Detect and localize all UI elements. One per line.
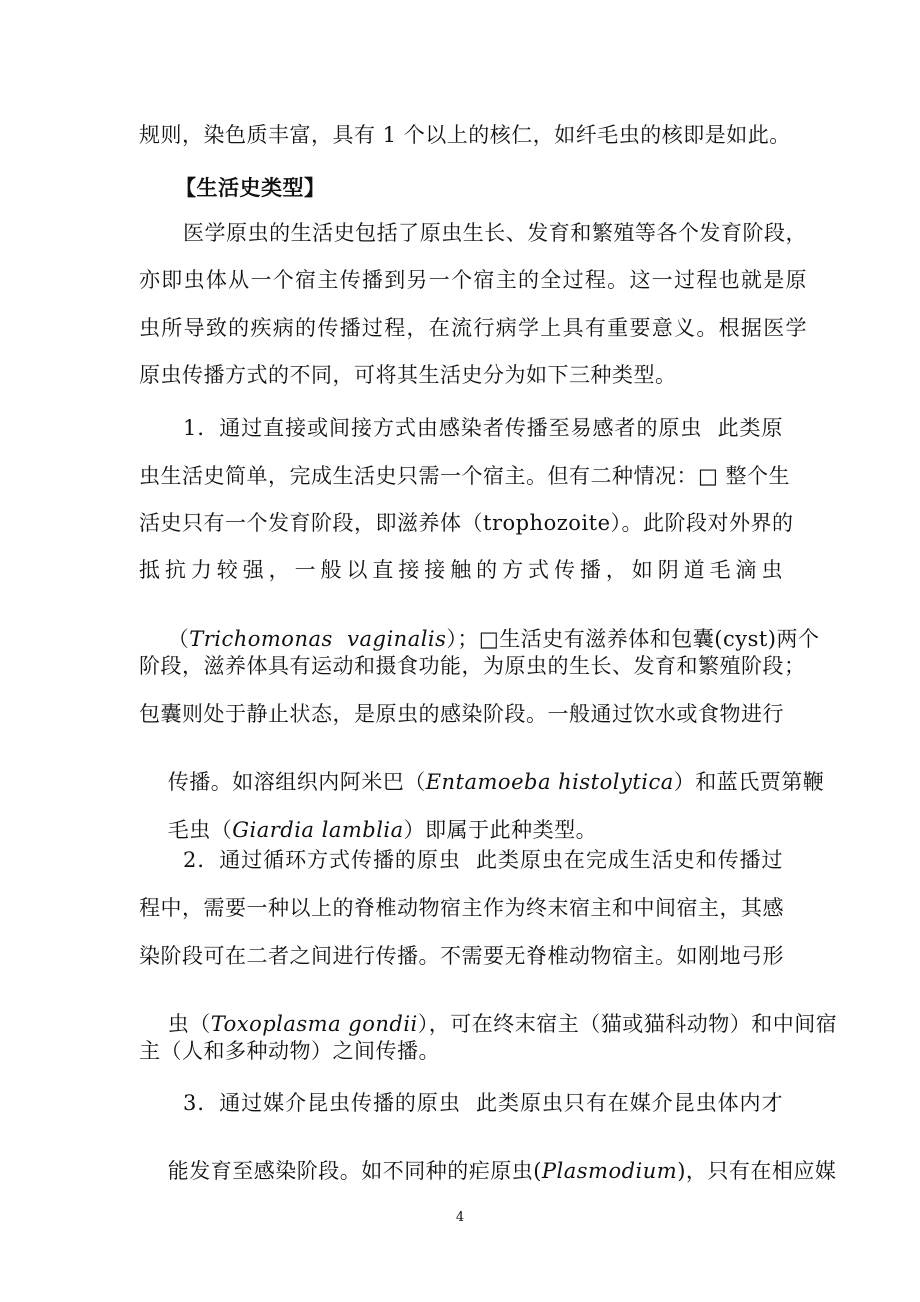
body-text-line: 抵抗力较强，一般以直接接触的方式传播，如阴道毛滴虫 <box>139 558 783 582</box>
species-name: Entamoeba histolytica <box>425 770 674 794</box>
page-number: 4 <box>455 1210 465 1225</box>
body-text-line: 3．通过媒介昆虫传播的原虫 此类原虫只有在媒介昆虫体内才 <box>183 1091 783 1115</box>
line-text-post: ）；□生活史有滋养体和包囊(cyst)两个 <box>446 627 820 651</box>
species-name: Trichomonas vaginalis <box>189 627 447 651</box>
line-text-pre: 虫（ <box>167 1012 211 1036</box>
body-text-line: 医学原虫的生活史包括了原虫生长、发育和繁殖等各个发育阶段， <box>183 221 807 245</box>
species-name: Giardia lamblia <box>232 818 404 842</box>
species-name: Toxoplasma gondii <box>210 1012 418 1036</box>
body-text-line: 亦即虫体从一个宿主传播到另一个宿主的全过程。这一过程也就是原 <box>139 268 807 292</box>
line-text-post: ）即属于此种类型。 <box>403 818 598 842</box>
body-text-line <box>139 1140 836 1203</box>
body-text-line: 包囊则处于静止状态，是原虫的感染阶段。一般通过饮水或食物进行 <box>139 702 784 726</box>
genus-name: Plasmodium <box>541 1159 678 1183</box>
line-text-post: ）和蓝氏贾第鞭 <box>673 770 825 794</box>
body-text-line: 原虫传播方式的不同，可将其生活史分为如下三种类型。 <box>139 363 677 387</box>
line-text-pre: 毛虫（ <box>167 818 233 842</box>
line-text-pre: 传播。如溶组织内阿米巴（ <box>167 770 426 794</box>
body-text-line: 虫所导致的疾病的传播过程，在流行病学上具有重要意义。根据医学 <box>139 316 807 340</box>
body-text-line: 虫生活史简单，完成生活史只需一个宿主。但有二种情况：□ 整个生 <box>139 464 791 488</box>
body-text-line: 1．通过直接或间接方式由感染者传播至易感者的原虫 此类原 <box>183 416 783 440</box>
line-text-pre: 能发育至感染阶段。如不同种的疟原虫( <box>167 1159 542 1183</box>
body-text-line: 染阶段可在二者之间进行传播。不需要无脊椎动物宿主。如刚地弓形 <box>139 944 784 968</box>
body-text-line: 程中，需要一种以上的脊椎动物宿主作为终末宿主和中间宿主，其感 <box>139 896 784 920</box>
line-text-post: )，只有在相应媒 <box>677 1159 837 1183</box>
line-text-pre: （ <box>167 627 190 651</box>
body-text-line: 活史只有一个发育阶段，即滋养体（trophozoite）。此阶段对外界的 <box>139 511 794 535</box>
section-heading: 【生活史类型】 <box>175 176 326 200</box>
body-text-line: 主（人和多种动物）之间传播。 <box>139 1039 440 1063</box>
body-text-line: 2．通过循环方式传播的原虫 此类原虫在完成生活史和传播过 <box>183 848 783 872</box>
body-text-line: 规则，染色质丰富，具有 1 个以上的核仁，如纤毛虫的核即是如此。 <box>139 123 791 147</box>
line-text-post: ），可在终末宿主（猫或猫科动物）和中间宿 <box>417 1012 838 1036</box>
body-text-line: 阶段，滋养体具有运动和摄食功能，为原虫的生长、发育和繁殖阶段； <box>139 654 806 678</box>
